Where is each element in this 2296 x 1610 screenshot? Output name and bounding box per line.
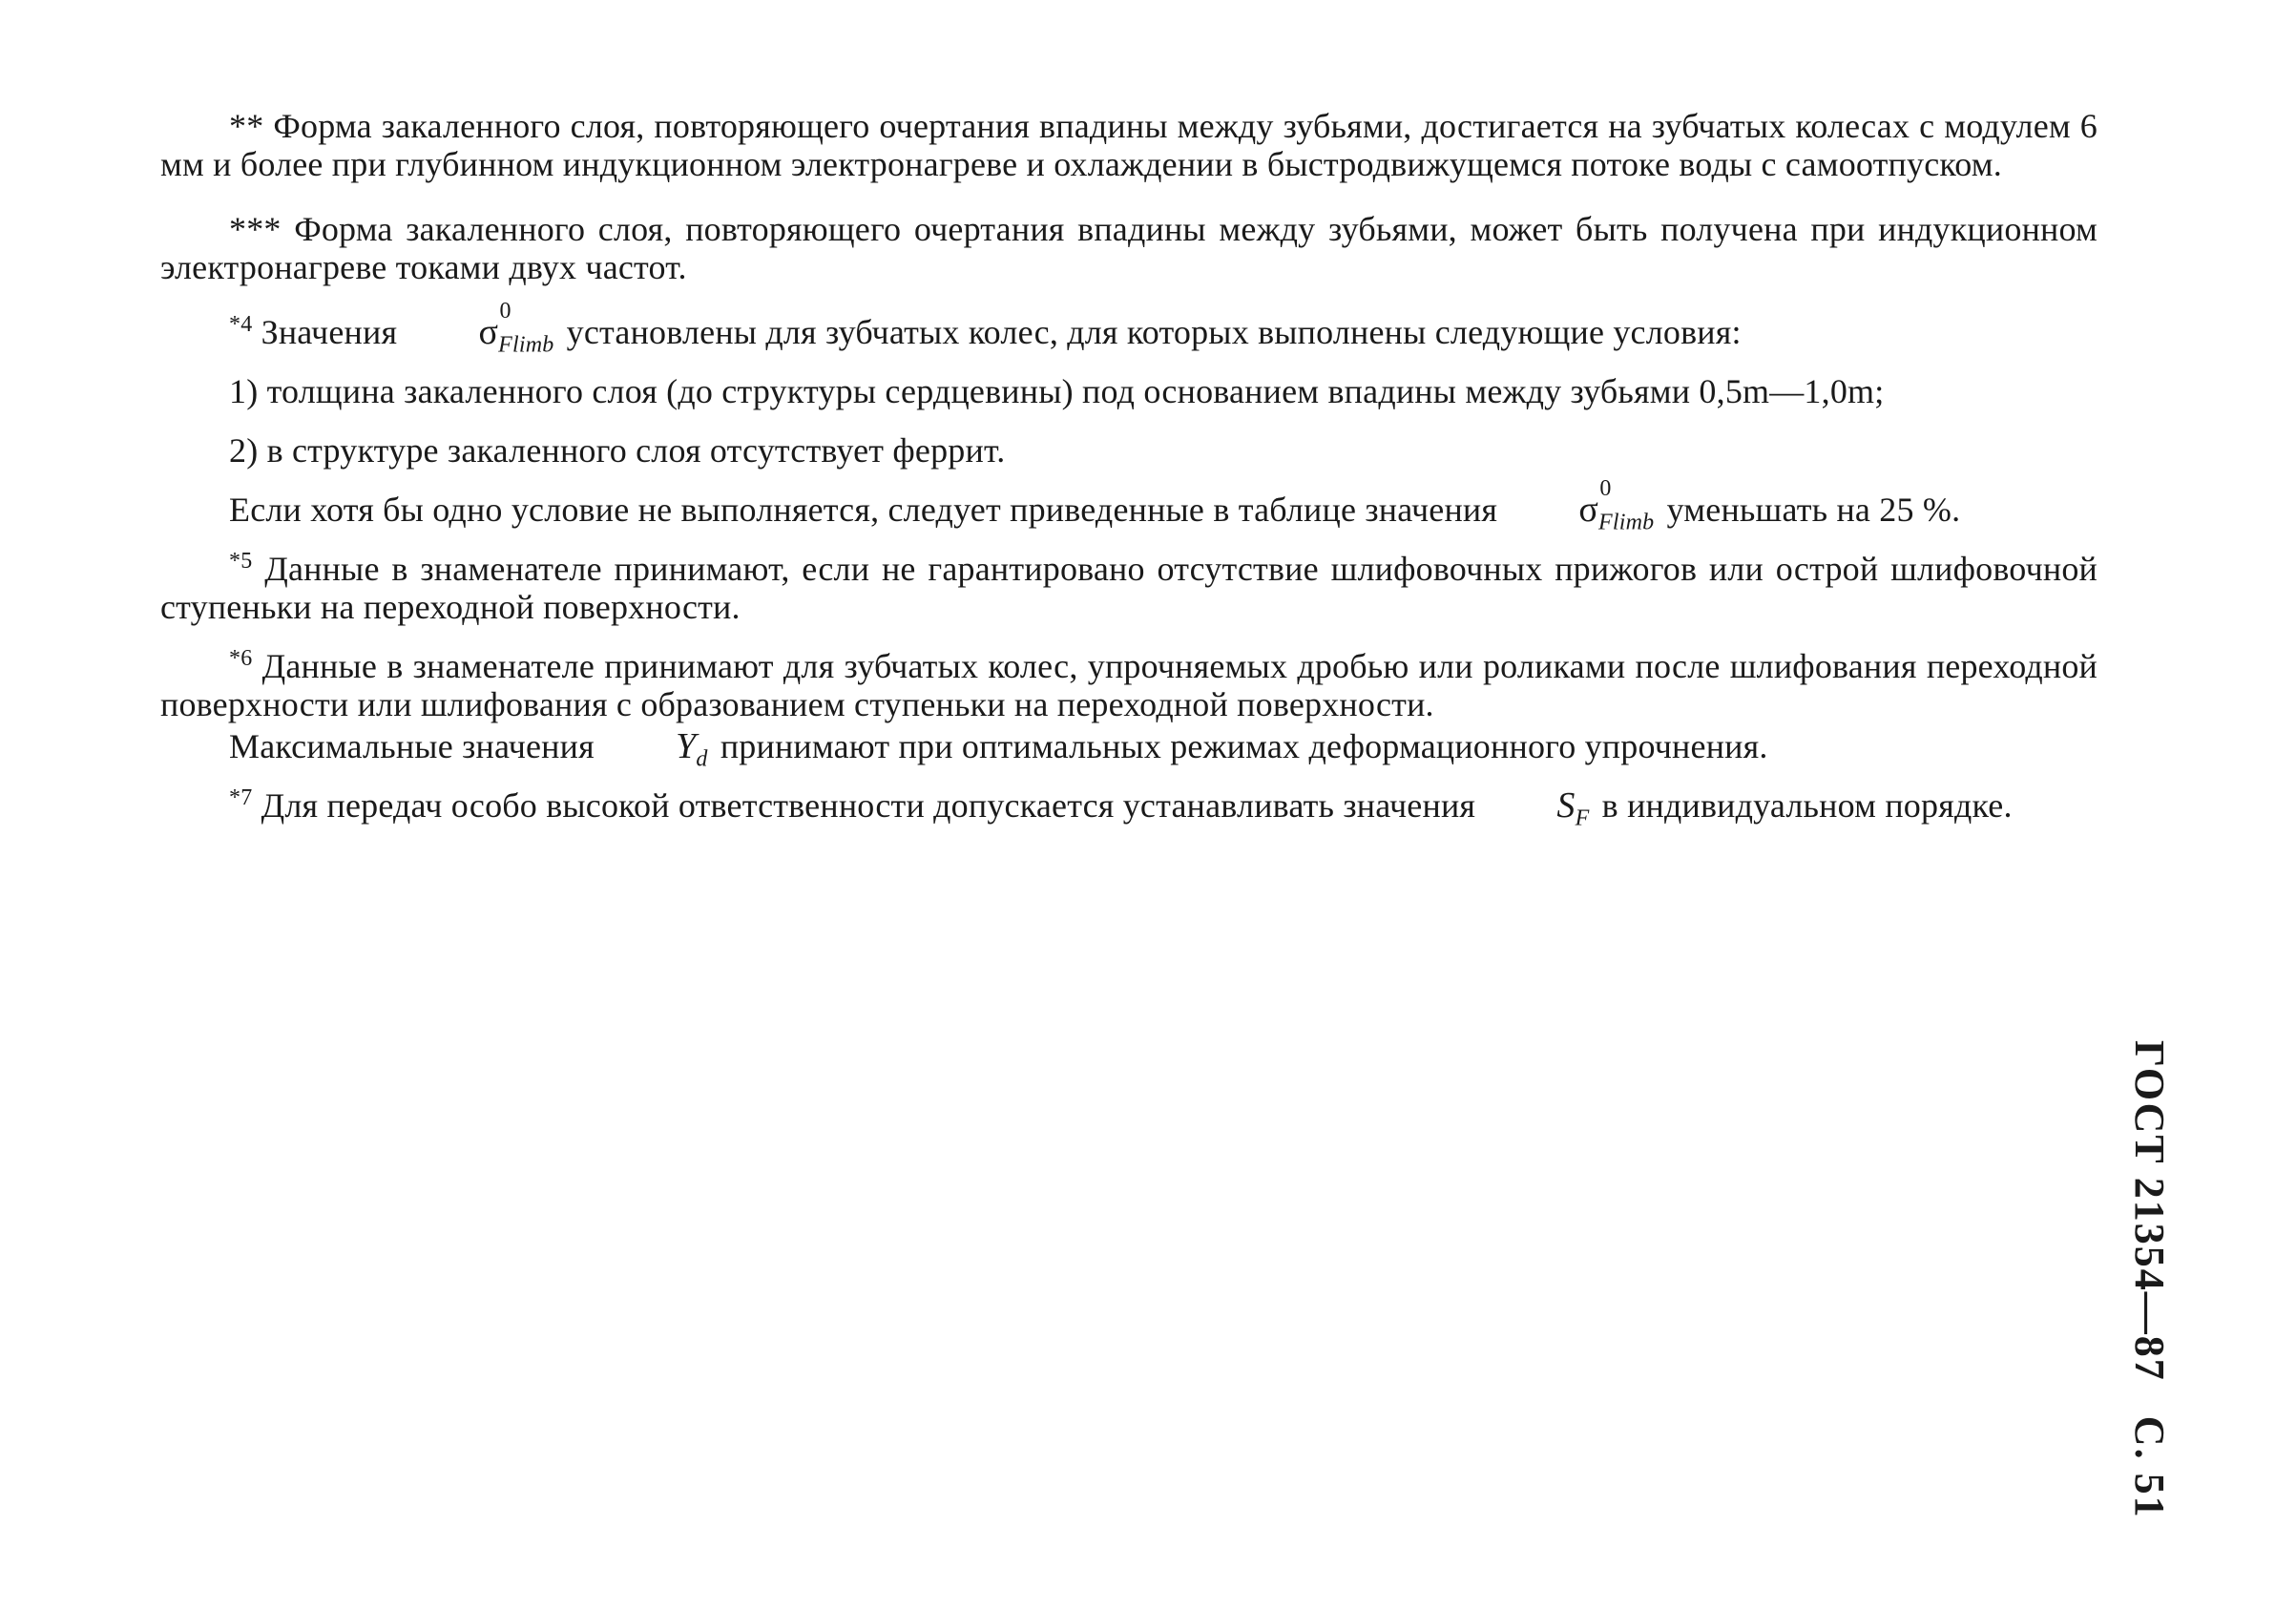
document-body xyxy=(160,107,2098,831)
sigma-subscript: Flimb xyxy=(498,332,554,358)
condition-text: 2) в структуре закаленного слоя отсутствует феррит. xyxy=(229,431,1006,470)
footnote-marker: *5 xyxy=(229,548,253,574)
note-text: Максимальные значения xyxy=(229,727,595,765)
footnote-6 xyxy=(160,647,2098,723)
page-header-vertical xyxy=(2120,1040,2178,1519)
note-text: Если хотя бы одно условие не выполняется, следует приведенные в таблице значения xyxy=(229,491,1498,529)
yd-symbol xyxy=(607,726,708,772)
footnote-text-continued: установлены для зубчатых колес, для которых выполнены следующие условия: xyxy=(566,313,1742,351)
yd-letter: Y xyxy=(676,726,697,766)
footnote-5 xyxy=(160,550,2098,626)
footnote-text: Значения xyxy=(261,313,398,351)
footnote-marker: *** xyxy=(229,210,282,248)
footnote-marker: ** xyxy=(229,107,264,145)
footnote-text: Форма закаленного слоя, повторяющего очертания впадины между зубьями, может быть получена при индукционном электронагреве токами двух частот. xyxy=(160,210,2098,286)
footnote-marker: *6 xyxy=(229,645,253,671)
condition-2 xyxy=(160,431,2098,470)
footnote-triple-star xyxy=(160,210,2098,286)
sf-letter: S xyxy=(1556,785,1576,826)
footnote-text-continued: в индивидуальном порядке. xyxy=(1601,786,2013,825)
sigma-letter: σ xyxy=(478,312,499,352)
standard-number: ГОСТ 21354—87 xyxy=(2126,1040,2173,1382)
condition-1 xyxy=(160,372,2098,410)
sigma-superscript: 0 xyxy=(1599,476,1612,501)
sigma-flimb-symbol xyxy=(409,299,554,358)
sf-subscript: F xyxy=(1575,805,1590,831)
footnote-marker: *4 xyxy=(229,311,253,337)
footnote-text: Данные в знаменателе принимают для зубчатых колес, упрочняемых дробью или роликами после шлифования переходной поверхности или шлифования с образованием ступеньки на переходной поверхности. xyxy=(160,647,2098,723)
footnote-double-star xyxy=(160,107,2098,183)
condition-text: 1) толщина закаленного слоя (до структуры сердцевины) под основанием впадины между зубьями 0,5m—1,0m; xyxy=(229,372,1885,410)
footnote-marker: *7 xyxy=(229,784,253,810)
sf-symbol xyxy=(1488,785,1590,831)
sigma-flimb-symbol xyxy=(1510,476,1655,535)
footnote-text: Форма закаленного слоя, повторяющего очертания впадины между зубьями, достигается на зубчатых колесах с модулем 6 мм и более при глубинном индукционном электронагреве и охлаждении в быстродвижущемся потоке воды с самоотпуском. xyxy=(160,107,2098,183)
footnote-text: Для передач особо высокой ответственности допускается устанавливать значения xyxy=(261,786,1476,825)
note-text-continued: уменьшать на 25 %. xyxy=(1666,491,1961,529)
note-text-continued: принимают при оптимальных режимах деформационного упрочнения. xyxy=(720,727,1768,765)
sigma-superscript: 0 xyxy=(499,299,511,324)
footnote-4 xyxy=(160,299,2098,358)
footnote-6-note xyxy=(160,726,2098,772)
footnote-text: Данные в знаменателе принимают, если не гарантировано отсутствие шлифовочных прижогов или острой шлифовочной ступеньки на переходной поверхности. xyxy=(160,550,2098,626)
sigma-subscript: Flimb xyxy=(1598,510,1655,535)
condition-note xyxy=(160,476,2098,535)
yd-subscript: d xyxy=(696,746,708,772)
footnote-7 xyxy=(160,784,2098,831)
header-rotated-text xyxy=(2120,1040,2178,1519)
sigma-letter: σ xyxy=(1578,490,1599,530)
page-number: С. 51 xyxy=(2126,1415,2173,1519)
